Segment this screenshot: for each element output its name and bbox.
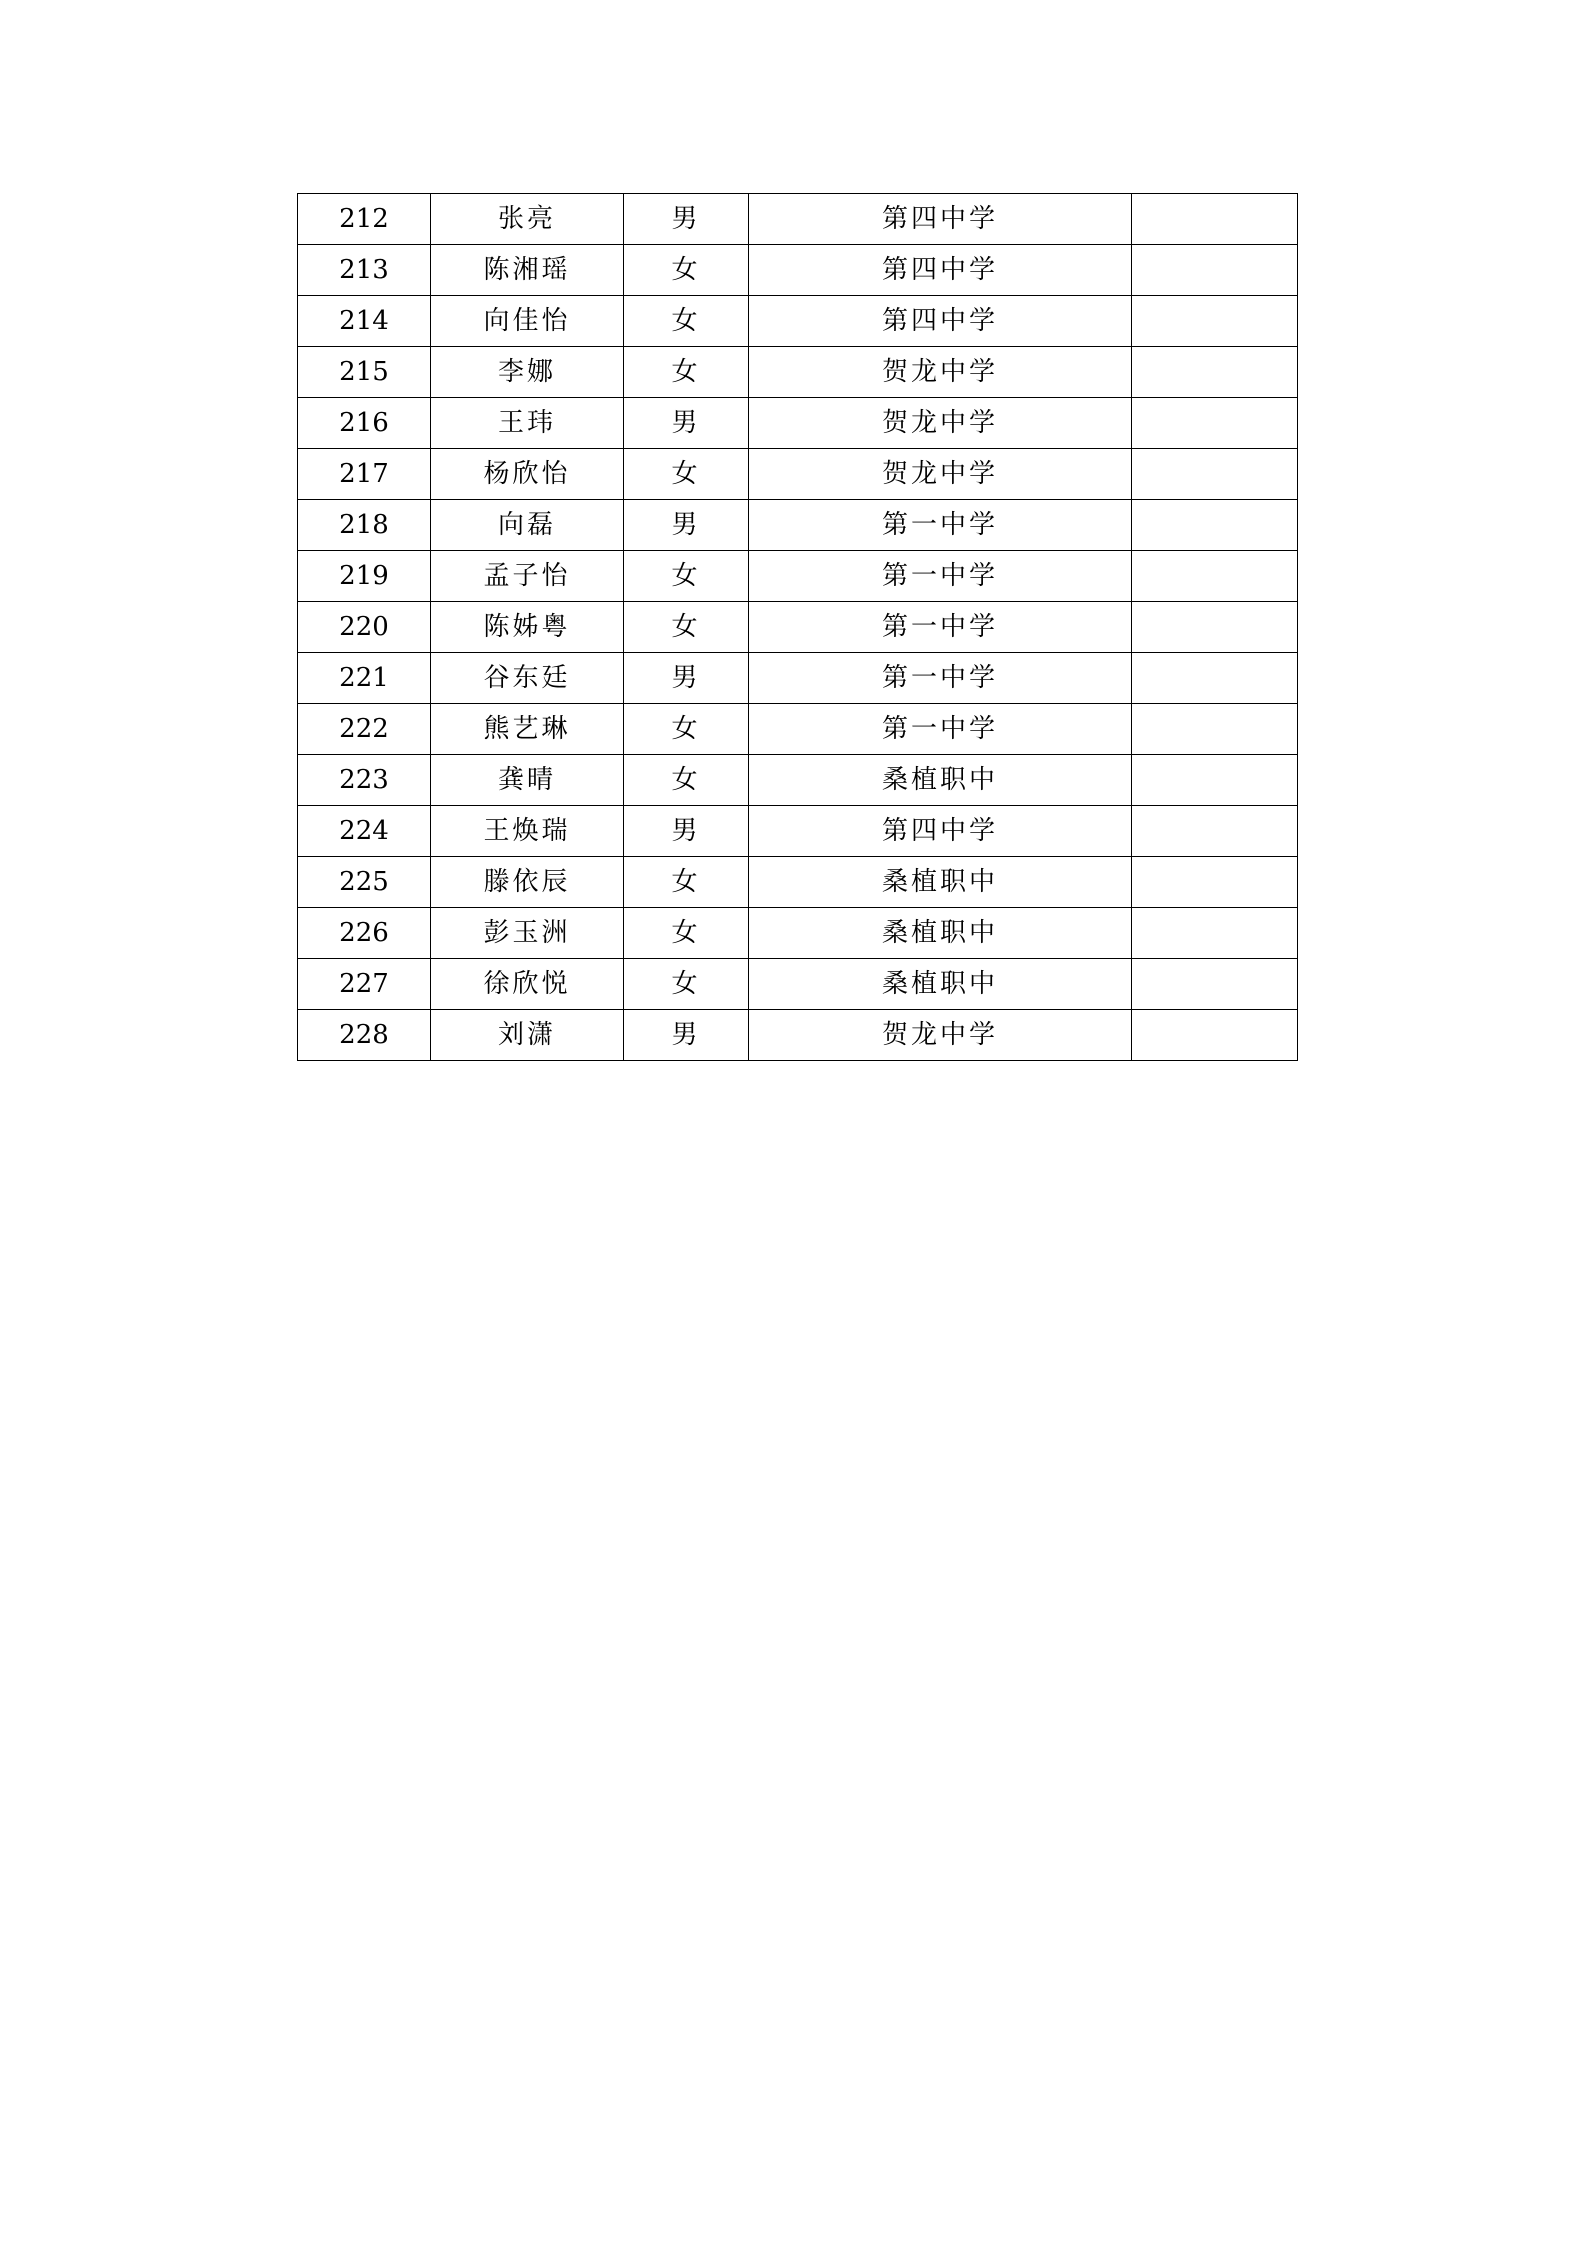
- cell-remark: [1132, 755, 1298, 806]
- cell-remark: [1132, 398, 1298, 449]
- cell-number: 224: [298, 806, 431, 857]
- cell-remark: [1132, 551, 1298, 602]
- roster-body: [298, 194, 1298, 1061]
- table-row: [298, 398, 1298, 449]
- cell-gender: 男: [624, 500, 749, 551]
- cell-gender: 女: [624, 908, 749, 959]
- table-row: [298, 755, 1298, 806]
- cell-school: 第四中学: [749, 806, 1132, 857]
- cell-gender: 女: [624, 296, 749, 347]
- cell-remark: [1132, 245, 1298, 296]
- table-row: [298, 602, 1298, 653]
- cell-gender: 男: [624, 653, 749, 704]
- student-roster-table: [297, 193, 1298, 1061]
- cell-school: 第四中学: [749, 194, 1132, 245]
- cell-name: 龚晴: [431, 755, 624, 806]
- cell-school: 贺龙中学: [749, 449, 1132, 500]
- cell-remark: [1132, 959, 1298, 1010]
- cell-name: 滕依辰: [431, 857, 624, 908]
- cell-remark: [1132, 194, 1298, 245]
- cell-school: 第一中学: [749, 704, 1132, 755]
- cell-number: 212: [298, 194, 431, 245]
- cell-name: 王焕瑞: [431, 806, 624, 857]
- cell-number: 228: [298, 1010, 431, 1061]
- cell-name: 向磊: [431, 500, 624, 551]
- cell-school: 第一中学: [749, 653, 1132, 704]
- cell-number: 226: [298, 908, 431, 959]
- cell-gender: 女: [624, 959, 749, 1010]
- table-row: [298, 704, 1298, 755]
- table-row: [298, 500, 1298, 551]
- cell-name: 张亮: [431, 194, 624, 245]
- cell-remark: [1132, 653, 1298, 704]
- cell-remark: [1132, 449, 1298, 500]
- cell-remark: [1132, 806, 1298, 857]
- cell-gender: 女: [624, 449, 749, 500]
- cell-gender: 男: [624, 1010, 749, 1061]
- table-row: [298, 857, 1298, 908]
- table-row: [298, 551, 1298, 602]
- cell-name: 杨欣怡: [431, 449, 624, 500]
- cell-number: 216: [298, 398, 431, 449]
- cell-school: 桑植职中: [749, 908, 1132, 959]
- cell-name: 刘潇: [431, 1010, 624, 1061]
- cell-number: 223: [298, 755, 431, 806]
- cell-number: 214: [298, 296, 431, 347]
- table-row: [298, 347, 1298, 398]
- cell-number: 217: [298, 449, 431, 500]
- cell-remark: [1132, 500, 1298, 551]
- cell-remark: [1132, 908, 1298, 959]
- cell-name: 向佳怡: [431, 296, 624, 347]
- cell-gender: 女: [624, 602, 749, 653]
- cell-school: 第四中学: [749, 245, 1132, 296]
- cell-name: 孟子怡: [431, 551, 624, 602]
- cell-name: 王玮: [431, 398, 624, 449]
- cell-gender: 女: [624, 704, 749, 755]
- table-row: [298, 449, 1298, 500]
- cell-school: 第一中学: [749, 551, 1132, 602]
- cell-school: 贺龙中学: [749, 347, 1132, 398]
- cell-gender: 男: [624, 398, 749, 449]
- cell-number: 218: [298, 500, 431, 551]
- cell-number: 219: [298, 551, 431, 602]
- cell-name: 陈姊粤: [431, 602, 624, 653]
- cell-remark: [1132, 347, 1298, 398]
- cell-school: 桑植职中: [749, 857, 1132, 908]
- table-row: [298, 194, 1298, 245]
- table-row: [298, 1010, 1298, 1061]
- cell-number: 213: [298, 245, 431, 296]
- cell-gender: 女: [624, 347, 749, 398]
- cell-school: 第一中学: [749, 602, 1132, 653]
- cell-remark: [1132, 1010, 1298, 1061]
- table-row: [298, 296, 1298, 347]
- cell-number: 221: [298, 653, 431, 704]
- cell-school: 桑植职中: [749, 959, 1132, 1010]
- cell-gender: 男: [624, 194, 749, 245]
- table-row: [298, 653, 1298, 704]
- cell-school: 贺龙中学: [749, 398, 1132, 449]
- cell-gender: 女: [624, 857, 749, 908]
- cell-number: 222: [298, 704, 431, 755]
- table-row: [298, 908, 1298, 959]
- cell-number: 225: [298, 857, 431, 908]
- cell-school: 第四中学: [749, 296, 1132, 347]
- cell-gender: 男: [624, 806, 749, 857]
- table-row: [298, 959, 1298, 1010]
- cell-name: 徐欣悦: [431, 959, 624, 1010]
- cell-school: 桑植职中: [749, 755, 1132, 806]
- cell-name: 陈湘瑶: [431, 245, 624, 296]
- cell-name: 彭玉洲: [431, 908, 624, 959]
- cell-remark: [1132, 602, 1298, 653]
- cell-number: 215: [298, 347, 431, 398]
- cell-gender: 女: [624, 755, 749, 806]
- cell-remark: [1132, 704, 1298, 755]
- cell-gender: 女: [624, 551, 749, 602]
- cell-name: 李娜: [431, 347, 624, 398]
- cell-remark: [1132, 857, 1298, 908]
- table-row: [298, 806, 1298, 857]
- cell-remark: [1132, 296, 1298, 347]
- cell-school: 贺龙中学: [749, 1010, 1132, 1061]
- cell-school: 第一中学: [749, 500, 1132, 551]
- table-row: [298, 245, 1298, 296]
- cell-name: 熊艺琳: [431, 704, 624, 755]
- cell-gender: 女: [624, 245, 749, 296]
- cell-number: 227: [298, 959, 431, 1010]
- cell-number: 220: [298, 602, 431, 653]
- cell-name: 谷东廷: [431, 653, 624, 704]
